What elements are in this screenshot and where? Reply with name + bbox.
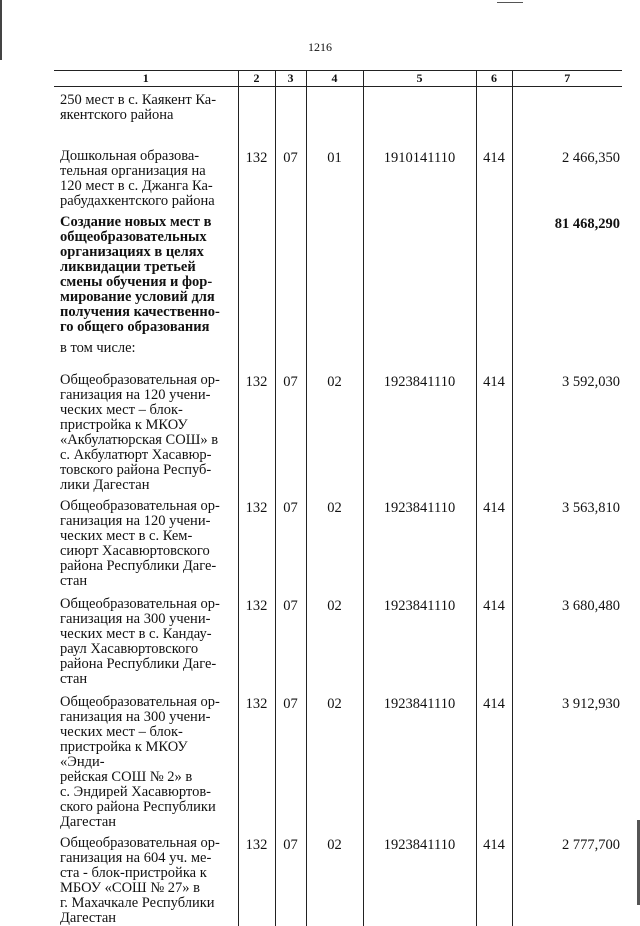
cell-amount: 81 468,290 xyxy=(512,209,622,335)
row-name: Общеобразовательная ор- ганизация на 604 уч. ме- ста - блок-пристройка к МБОУ «СОШ № 27» в г. Махачкале Республики Дагестан xyxy=(60,835,220,926)
column-header: 3 xyxy=(275,71,306,87)
cell-code: 1910141110 xyxy=(363,143,476,209)
cell-code: 02 xyxy=(306,493,363,591)
row-name: Общеобразовательная ор- ганизация на 300 учени- ческих мест в с. Кандау- раул Хасавюртовского района Республики Даге- стан xyxy=(60,596,220,687)
row-name: Общеобразовательная ор- ганизация на 120 учени- ческих мест – блок- пристройка к МКОУ «Акбулатюрская СОШ» в с. Акбулатюрт Хасавюр- товского района Респуб- лики Дагестан xyxy=(60,372,220,493)
cell-code: 1923841110 xyxy=(363,689,476,830)
column-header: 5 xyxy=(363,71,476,87)
row-name: Общеобразовательная ор- ганизация на 120 учени- ческих мест в с. Кем- сиюрт Хасавюртовского района Республики Даге- стан xyxy=(60,498,220,589)
column-header: 7 xyxy=(512,71,622,87)
row-name: в том числе: xyxy=(60,340,136,356)
cell-code xyxy=(238,209,275,335)
cell-code xyxy=(363,335,476,367)
table-row xyxy=(54,335,622,367)
cell-amount: 3 563,810 xyxy=(512,493,622,591)
cell-code xyxy=(363,209,476,335)
cell-code xyxy=(238,87,275,144)
table-row xyxy=(54,209,622,335)
cell-code: 414 xyxy=(476,493,512,591)
cell-amount xyxy=(512,335,622,367)
cell-code xyxy=(363,87,476,144)
table-row xyxy=(54,830,622,926)
cell-code: 414 xyxy=(476,367,512,493)
page-number: 1216 xyxy=(308,40,332,54)
cell-amount xyxy=(512,87,622,144)
cell-code: 07 xyxy=(275,591,306,689)
cell-amount: 3 680,480 xyxy=(512,591,622,689)
cell-code: 07 xyxy=(275,143,306,209)
cell-code xyxy=(476,87,512,144)
column-header: 1 xyxy=(54,71,238,87)
cell-code: 1923841110 xyxy=(363,591,476,689)
budget-table xyxy=(54,70,622,926)
table-row xyxy=(54,143,622,209)
table-row xyxy=(54,689,622,830)
cell-code: 414 xyxy=(476,591,512,689)
row-name: Создание новых мест в общеобразовательных организациях в целях ликвидации третьей смены обучения и фор- мирование условий для получения качественно- го общего образования xyxy=(60,214,220,335)
cell-code xyxy=(238,335,275,367)
cell-code: 01 xyxy=(306,143,363,209)
cell-amount: 2 777,700 xyxy=(512,830,622,926)
cell-code xyxy=(306,209,363,335)
cell-code: 132 xyxy=(238,830,275,926)
cell-code: 414 xyxy=(476,143,512,209)
column-header: 6 xyxy=(476,71,512,87)
cell-code xyxy=(476,209,512,335)
cell-code xyxy=(476,335,512,367)
table-row xyxy=(54,591,622,689)
table-row xyxy=(54,87,622,144)
cell-code: 02 xyxy=(306,830,363,926)
cell-code xyxy=(275,87,306,144)
row-name: Дошкольная образова- тельная организация на 120 мест в с. Джанга Ка- рабудахкентского района xyxy=(60,148,215,209)
table-row xyxy=(54,493,622,591)
cell-code: 07 xyxy=(275,689,306,830)
cell-code xyxy=(306,335,363,367)
cell-code: 1923841110 xyxy=(363,493,476,591)
scan-mark xyxy=(497,2,523,3)
cell-code: 414 xyxy=(476,830,512,926)
cell-amount: 3 592,030 xyxy=(512,367,622,493)
cell-code xyxy=(306,87,363,144)
cell-code: 132 xyxy=(238,689,275,830)
cell-code: 414 xyxy=(476,689,512,830)
column-header: 2 xyxy=(238,71,275,87)
row-name: Общеобразовательная ор- ганизация на 300 учени- ческих мест – блок- пристройка к МКОУ «Энди- рейская СОШ № 2» в с. Эндирей Хасавюртов- ского района Республики Дагестан xyxy=(60,694,220,830)
row-name: 250 мест в с. Каякент Ка- якентского района xyxy=(60,92,217,123)
table-header-row xyxy=(54,71,622,87)
cell-code: 07 xyxy=(275,493,306,591)
cell-code: 02 xyxy=(306,591,363,689)
cell-code: 1923841110 xyxy=(363,830,476,926)
cell-code: 07 xyxy=(275,367,306,493)
cell-code: 132 xyxy=(238,143,275,209)
cell-code: 02 xyxy=(306,689,363,830)
cell-amount: 2 466,350 xyxy=(512,143,622,209)
cell-code: 132 xyxy=(238,591,275,689)
cell-code xyxy=(275,335,306,367)
cell-code: 07 xyxy=(275,830,306,926)
table-row xyxy=(54,367,622,493)
cell-code: 132 xyxy=(238,367,275,493)
cell-code: 132 xyxy=(238,493,275,591)
cell-code: 02 xyxy=(306,367,363,493)
cell-code xyxy=(275,209,306,335)
cell-code: 1923841110 xyxy=(363,367,476,493)
cell-amount: 3 912,930 xyxy=(512,689,622,830)
column-header: 4 xyxy=(306,71,363,87)
